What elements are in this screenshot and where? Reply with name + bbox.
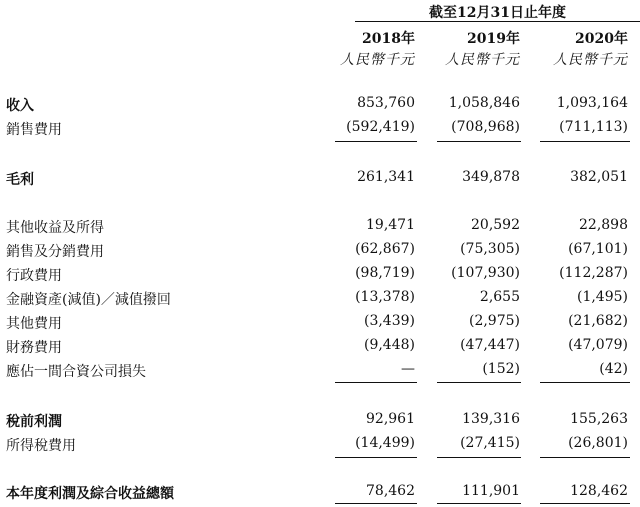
row-label-total-comprehensive-income: 本年度利潤及綜合收益總額 (6, 486, 174, 502)
row-label-cost-of-sales: 銷售費用 (6, 122, 62, 138)
total-income-2020: 128,462 (570, 483, 628, 499)
selling-distribution-2019: (75,305) (460, 241, 520, 257)
other-expenses-2018: (3,439) (363, 313, 415, 329)
period-underline (355, 21, 640, 22)
total-income-2019: 111,901 (462, 483, 520, 499)
selling-distribution-2018: (62,867) (355, 241, 415, 257)
subtotal-rule-2019 (437, 382, 521, 383)
subtotal-rule-2018 (335, 457, 417, 458)
gross-profit-2019: 349,878 (462, 169, 520, 185)
administrative-2020: (112,287) (559, 265, 628, 281)
finance-costs-2018: (9,448) (363, 337, 415, 353)
unit-label-2018: 人民幣千元 (340, 52, 415, 68)
year-header-2020: 2020年 (575, 31, 628, 47)
other-income-2018: 19,471 (366, 217, 415, 233)
gross-profit-2020: 382,051 (570, 169, 628, 185)
other-income-2020: 22,898 (579, 217, 628, 233)
total-rule-2020 (540, 503, 630, 504)
row-label-administrative: 行政費用 (6, 268, 62, 284)
row-label-finance-costs: 財務費用 (6, 340, 62, 356)
jv-loss-2020: (42) (599, 361, 628, 377)
income-tax-2020: (26,801) (568, 435, 628, 451)
administrative-2018: (98,719) (355, 265, 415, 281)
finance-costs-2019: (47,447) (460, 337, 520, 353)
period-heading: 截至12月31日止年度 (429, 5, 566, 21)
total-rule-2019 (437, 503, 521, 504)
administrative-2019: (107,930) (451, 265, 520, 281)
total-income-2018: 78,462 (366, 483, 415, 499)
income-tax-2018: (14,499) (355, 435, 415, 451)
total-rule-2018 (335, 503, 417, 504)
subtotal-rule-2019 (437, 457, 521, 458)
impairment-2019: 2,655 (479, 289, 520, 305)
other-expenses-2019: (2,975) (468, 313, 520, 329)
row-label-gross-profit: 毛利 (6, 172, 34, 188)
unit-label-2019: 人民幣千元 (445, 52, 520, 68)
jv-loss-2018: — (401, 361, 415, 377)
cost-of-sales-2020: (711,113) (559, 119, 628, 135)
revenue-2020: 1,093,164 (556, 95, 628, 111)
year-header-2019: 2019年 (467, 31, 520, 47)
subtotal-rule-2020 (540, 141, 630, 142)
subtotal-rule-2020 (540, 457, 630, 458)
cost-of-sales-2018: (592,419) (346, 119, 415, 135)
row-label-jv-loss: 應佔一間合資公司損失 (6, 364, 146, 380)
unit-label-2020: 人民幣千元 (553, 52, 628, 68)
row-label-selling-distribution: 銷售及分銷費用 (6, 244, 104, 260)
finance-costs-2020: (47,079) (568, 337, 628, 353)
row-label-profit-before-tax: 稅前利潤 (6, 414, 62, 430)
subtotal-rule-2019 (437, 141, 521, 142)
year-header-2018: 2018年 (362, 31, 415, 47)
subtotal-rule-2018 (335, 141, 417, 142)
profit-before-tax-2018: 92,961 (366, 411, 415, 427)
revenue-2018: 853,760 (357, 95, 415, 111)
cost-of-sales-2019: (708,968) (451, 119, 520, 135)
subtotal-rule-2020 (540, 382, 630, 383)
jv-loss-2019: (152) (482, 361, 520, 377)
revenue-2019: 1,058,846 (448, 95, 520, 111)
income-tax-2019: (27,415) (460, 435, 520, 451)
profit-before-tax-2020: 155,263 (570, 411, 628, 427)
row-label-income-tax: 所得稅費用 (6, 438, 76, 454)
other-expenses-2020: (21,682) (568, 313, 628, 329)
row-label-other-income: 其他收益及所得 (6, 220, 104, 236)
row-label-other-expenses: 其他費用 (6, 316, 62, 332)
subtotal-rule-2018 (335, 382, 417, 383)
impairment-2020: (1,495) (576, 289, 628, 305)
profit-before-tax-2019: 139,316 (462, 411, 520, 427)
row-label-revenue: 收入 (6, 98, 34, 114)
selling-distribution-2020: (67,101) (568, 241, 628, 257)
gross-profit-2018: 261,341 (357, 169, 415, 185)
other-income-2019: 20,592 (471, 217, 520, 233)
row-label-impairment: 金融資產(減值)／減值撥回 (6, 292, 171, 308)
impairment-2018: (13,378) (355, 289, 415, 305)
